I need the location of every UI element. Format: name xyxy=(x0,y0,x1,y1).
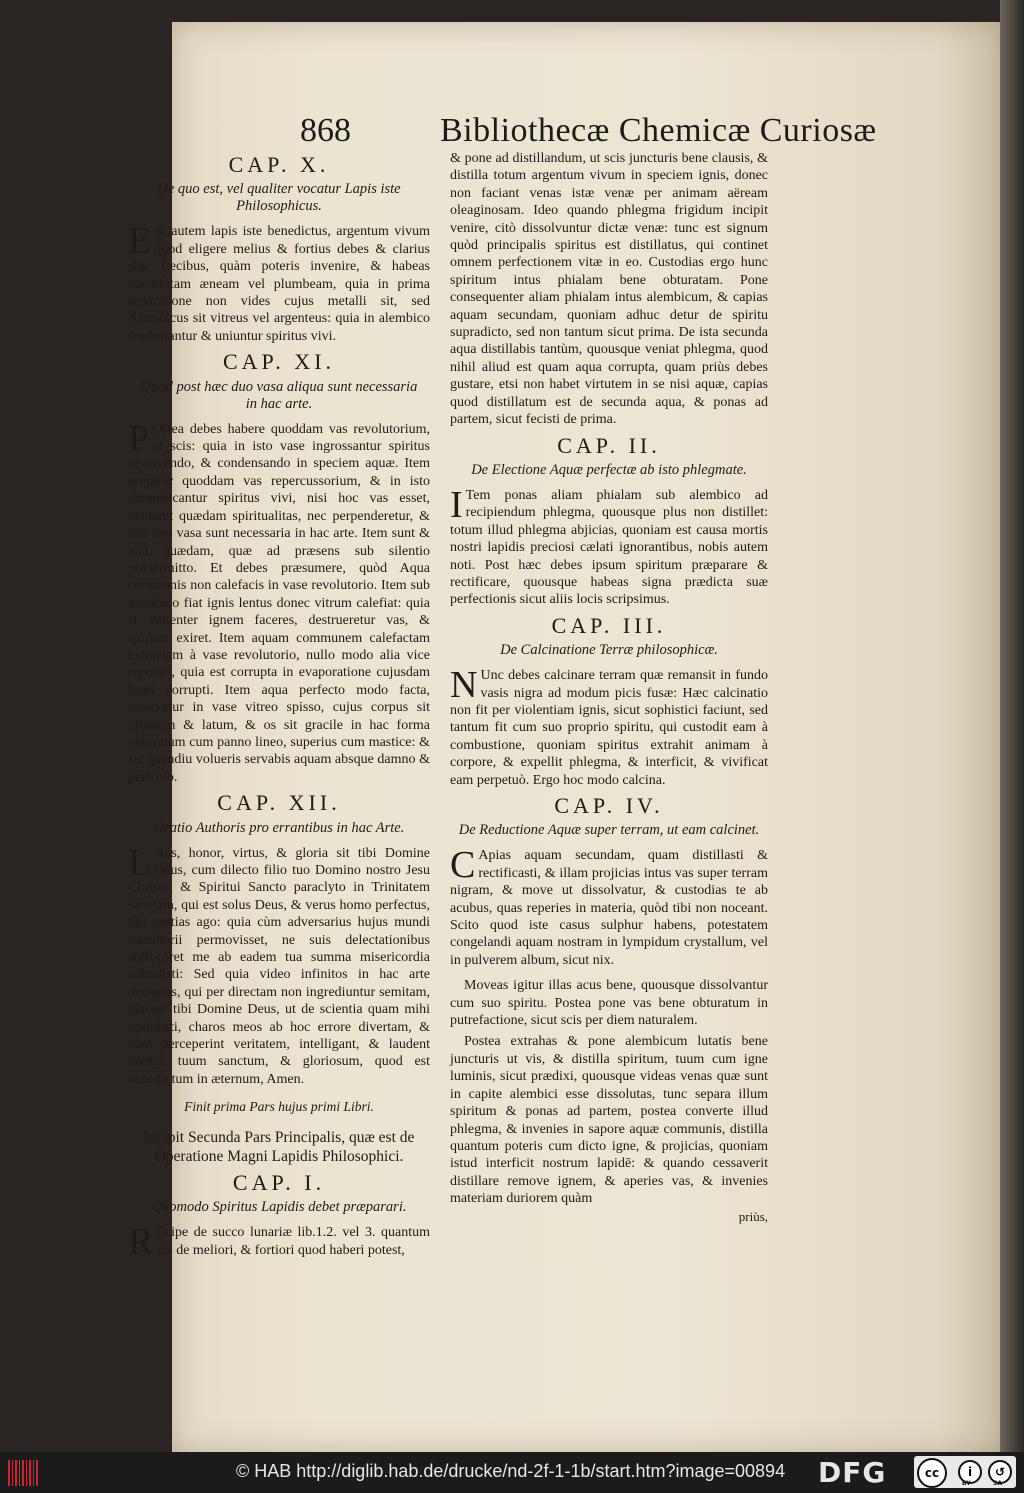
chapter-text: NUnc debes calcinare terram quæ remansit in fundo vasis nigra ad modum picis fusæ: Hæc calcinatio non fit per violentiam ignis, sicut sophistici faciunt, sed tantum fit cum suo proprio spiritu, qui custodit eam à combustione, quoniam spiritus extrahit animam à corpore, & expellit phlegma, & interficit, & vivificat eam perpetuò. Ergo hoc modo calcina. xyxy=(450,664,768,788)
license-badge[interactable] xyxy=(914,1456,1016,1488)
catchword: priùs, xyxy=(738,1208,768,1224)
chapter-subtitle: De Reductione Aquæ super terram, ut eam calcinet. xyxy=(458,822,760,839)
chapter-subtitle: De quo est, vel qualiter vocatur Lapis iste Philosophicus. xyxy=(157,181,401,215)
chapter-heading: CAP. XI. xyxy=(222,349,336,375)
chapter-text: CApias aquam secundam, quam distillasti & rectificasti, & illam projicias intus vas super terram nigram, & move ut dissolvatur, & custodias te ab acubus, quas reperies in materia, quòd tibi non noceant. Scito quod iste casus sulphur habens, potestatem congelandi aquam nostram in lympidum crystallum, vel in pulverem album, sicut nix. xyxy=(450,844,768,968)
book-spine-edge xyxy=(1000,0,1024,1452)
finit-line: Finit prima Pars hujus primi Libri. xyxy=(184,1099,374,1115)
sa-icon: ↺ xyxy=(988,1460,1012,1484)
page-number: 868 xyxy=(300,112,351,149)
incipit-heading: Incipit Secunda Pars Principalis, quæ est de Operatione Magni Lapidis Philosophici. xyxy=(143,1128,415,1165)
sa-label: SA xyxy=(993,1480,1002,1487)
chapter-text: ESt autem lapis iste benedictus, argentum vivum quod eligere melius & fortius debes & clarius sine fœcibus, quàm poteris invenire, & habeas cucurbitam æneam vel plumbeam, quia in prima separatione non vides cujus metalli sit, sed Alembicus sit vitreus vel argenteus: quia in alembico confortantur & uniuntur spiritus vivi. xyxy=(128,220,430,344)
chapter-heading: CAP. X. xyxy=(228,152,330,177)
by-label: BY xyxy=(962,1480,971,1487)
chapter-subtitle: Quomodo Spiritus Lapidis debet præparari. xyxy=(151,1199,407,1216)
dfg-logo: DFG xyxy=(818,1456,887,1489)
continuation-text: & pone ad distillandum, ut scis juncturis bene clausis, & distilla totum argentum vivum in speciem ignis, donec non faciant venas istæ venæ per animam aëream oleaginosam. Ideo quando phlegma frigidum incipit venire, citò dissolvuntur dictæ venæ: tunc est signum quòd principalis spiritus est distillatus, qui continet omnem perfectionem vitæ in eo. Custodias ergo hunc spiritum intus phialam bene obturatam. Pone consequenter aliam phialam intus alembicum, & capias aquam secundam, quoniam adhuc detur de spiritu supradicto, sed non tantum sicut prima. De ista secunda aqua distillabis tantùm, quousque veniat phlegma, quod nihil aliud est quam aqua corrupta, quam priùs debes gustare, etsi non habet virtutem in se nisi aquæ, capias quod distillatum est de secunda aqua, & ponas ad partem, sicut fecisti de prima. xyxy=(450,151,768,428)
chapter-text: Postea extrahas & pone alembicum lutatis bene juncturis ut vis, & distilla spiritum, tuum cum igne luminis, sicut prædixi, quousque videas venas quæ sunt in capite alembici esse dissolutas, tunc separa illum spiritum & ponas ad partem, postea converte illud phlegma, & invenies in sapore aquæ communis, distilla quantum poteris cum dicto igne, & projicias, quoniam istud interficit nostrum lapidē: & quando cessaverit distillare remove ignem, & aperies vas, & invenies materiam duriorem quàm xyxy=(450,1034,768,1207)
left-column xyxy=(128,150,430,1267)
chapter-heading: CAP. IV. xyxy=(554,793,664,818)
running-title: Bibliothecæ Chemicæ Curiosæ xyxy=(440,112,877,149)
cc-icon: cc xyxy=(917,1458,947,1488)
chapter-subtitle: De Calcinatione Terræ philosophicæ. xyxy=(500,642,718,659)
library-logo-icon xyxy=(8,1460,40,1486)
chapter-text: ITem ponas aliam phialam sub alembico ad recipiendum phlegma, quousque plus non distillet: totum illud phlegma abjicias, quoniam est causa mortis nostri lapidis preciosi cælati ignorantibus, nobis autem noti. Post hæc debes ipsum spiritum præparare & rectificare, quousque habeas signa prædicta suæ perfectionis sicut aliis locis scripsimus. xyxy=(450,483,768,608)
chapter-subtitle: Oratio Authoris pro errantibus in hac Arte. xyxy=(153,819,405,836)
chapter-heading: CAP. II. xyxy=(557,432,661,458)
viewer-footer xyxy=(0,1452,1024,1493)
copyright-link[interactable]: © HAB http://diglib.hab.de/drucke/nd-2f-1-1b/start.htm?image=00894 xyxy=(236,1461,786,1481)
chapter-text: POstea debes habere quoddam vas revolutorium, ut scis: quia in isto vase ingrossantur spiritus revolvendo, & condensando in speciem aquæ. Item sequitur quoddam vas repercussorium, & in isto domesticantur spiritus vivi, nisi hoc vas esset, evolaret quædam spiritualitas, nec perpenderetur, & ista duo vasa sunt necessaria in hac arte. Item sunt & alia quædam, quæ ad præsens sub silentio prætermitto. Et debes præsumere, quòd Aqua communis non calefacis in vase revolutorio. Item sub alembico fiat ignis lentus donec vitrum calefiat: quia si violenter ignem faceres, destrueretur vas, & spiritus exiret. Item aquam communem calefactam extractam à vase revolutorio, nullo modo alia vice reponas, quia est corrupta in evaporatione cujusdam fumi corrupti. Item aqua perfecto modo facta, reservetur in vase vitreo spisso, cujus corpus sit grossum & latum, & os sit gracile in hac forma obturatum cum panno lineo, superius cum mastice: & sic quandiu volueris servabis aquam absque damno & periculo. xyxy=(128,417,430,785)
chapter-subtitle: De Electione Aquæ perfectæ ab isto phlegmate. xyxy=(471,461,747,478)
chapter-heading: CAP. III. xyxy=(551,612,667,638)
chapter-text: Moveas igitur illas acus bene, quousque dissolvantur cum suo spiritu. Postea pone vas bene obturatum in putrefactione, sicut scis per diem naturalem. xyxy=(450,978,768,1029)
chapter-text: REcipe de succo lunariæ lib.1.2. vel 3. quantum vis de meliori, & fortiori quod haberi potest, xyxy=(128,1221,430,1264)
chapter-text: LAus, honor, virtus, & gloria sit tibi Domine Deus, cum dilecto filio tuo Domino nostro Jesu Christo, & Spiritui Sancto paraclyto in Trinitatem sanctam, qui est solus Deus, & verus homo perfectus, tibi gratias ago: quia cùm adversarius hujus mundi transitorii permovisset, ne suis delectationibus suffocaret me ab eadem tua summa misericordia subtulisti: Sed quia video infinitos in hac arte deceptos, qui per directam non ingrediuntur semitam, placeat tibi Domine Deus, ut de scientia quam mihi tradidisti, charos meos ab hoc errore divertam, & cùm perceperint veritatem, intelligant, & laudent nomen tuum sanctum, & gloriosum, quod est benedictum in æternum, Amen. xyxy=(128,841,430,1087)
chapter-subtitle: Quod post hæc duo vasa aliqua sunt necessaria in hac arte. xyxy=(140,378,418,412)
by-icon: i xyxy=(958,1460,982,1484)
chapter-heading: CAP. I. xyxy=(232,1169,326,1195)
chapter-heading: CAP. XII. xyxy=(217,790,341,816)
right-column xyxy=(450,150,768,1225)
